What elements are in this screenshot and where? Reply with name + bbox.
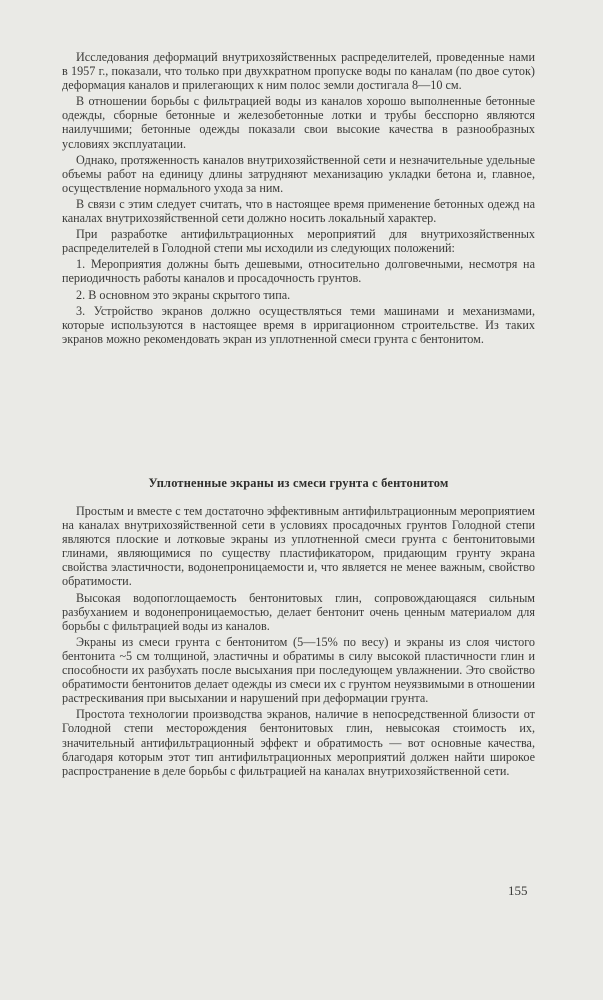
paragraph: Исследования деформаций внутрихозяйственных распределителей, проведенные нами в 1957 г., показали, что только при двухкратном пропуске воды по каналам (по двое суток) деформация каналов и прилегающих к ним полос земли достигала 8—10 см. <box>62 50 535 93</box>
list-item: 1. Мероприятия должны быть дешевыми, относительно долговечными, несмотря на периодичность работы каналов и просадочность грунтов. <box>62 257 535 286</box>
section-2-text <box>62 504 535 780</box>
paragraph: Высокая водопоглощаемость бентонитовых глин, сопровождающаяся сильным разбуханием и водонепроницаемостью, делает бентонит очень ценным материалом для борьбы с фильтрацией воды из каналов. <box>62 590 535 633</box>
paragraph: В отношении борьбы с фильтрацией воды из каналов хорошо выполненные бетонные одежды, сборные бетонные и железобетонные лотки и трубы бесспорно являются наилучшими; бетонные одежды показали свои высокие качества в разнообразных условиях эксплуатации. <box>62 94 535 151</box>
section-heading: Уплотненные экраны из смеси грунта с бентонитом <box>148 476 449 490</box>
page-number: 155 <box>508 883 528 898</box>
paragraph: Простым и вместе с тем достаточно эффективным антифильтрационным мероприятием на каналах внутрихозяйственной сети в условиях просадочных грунтов Голодной степи являются плоские и лотковые экраны из уплотненной смеси грунта с бентонитовыми глинами, являющимися по существу пластификатором, придающим грунту экрана свойства эластичности, водонепроницаемости и, что является не менее важным, свойство обратимости. <box>62 504 535 589</box>
paragraph: Экраны из смеси грунта с бентонитом (5—15% по весу) и экраны из слоя чистого бентонита ~5 см толщиной, эластичны и обратимы в силу высокой пластичности глин и способности их разбухать после высыхания при последующем увлажнении. Это свойство обратимости бентонитов делает одежды из смеси их с грунтом неуязвимыми в отношении растрескивания при высыхании и нарушений при деформации грунта. <box>62 634 535 706</box>
list-item: 3. Устройство экранов должно осуществляться теми машинами и механизмами, которые используются в настоящее время в ирригационном строительстве. Из таких экранов можно рекомендовать экран из уплотненной смеси грунта с бентонитом. <box>62 303 535 346</box>
section-1-text <box>62 50 535 348</box>
paragraph: Простота технологии производства экранов, наличие в непосредственной близости от Голодной степи месторождения бентонитовых глин, невысокая стоимость их, значительный антифильтрационный эффект и обратимость — вот основные качества, благодаря которым этот тип антифильтрационных мероприятий должен найти широкое распространение в деле борьбы с фильтрацией на каналах внутрихозяйственной сети. <box>62 707 535 778</box>
paragraph: В связи с этим следует считать, что в настоящее время применение бетонных одежд на каналах внутрихозяйственной сети должно носить локальный характер. <box>62 196 535 226</box>
list-item: 2. В основном это экраны скрытого типа. <box>76 287 291 302</box>
paragraph: При разработке антифильтрационных мероприятий для внутрихозяйственных распределителей в Голодной степи мы исходили из следующих положений: <box>62 227 535 256</box>
paragraph: Однако, протяженность каналов внутрихозяйственной сети и незначительные удельные объемы работ на единицу длины затрудняют механизацию укладки бетона и, главное, осуществление нормального ухода за ним. <box>62 152 535 195</box>
